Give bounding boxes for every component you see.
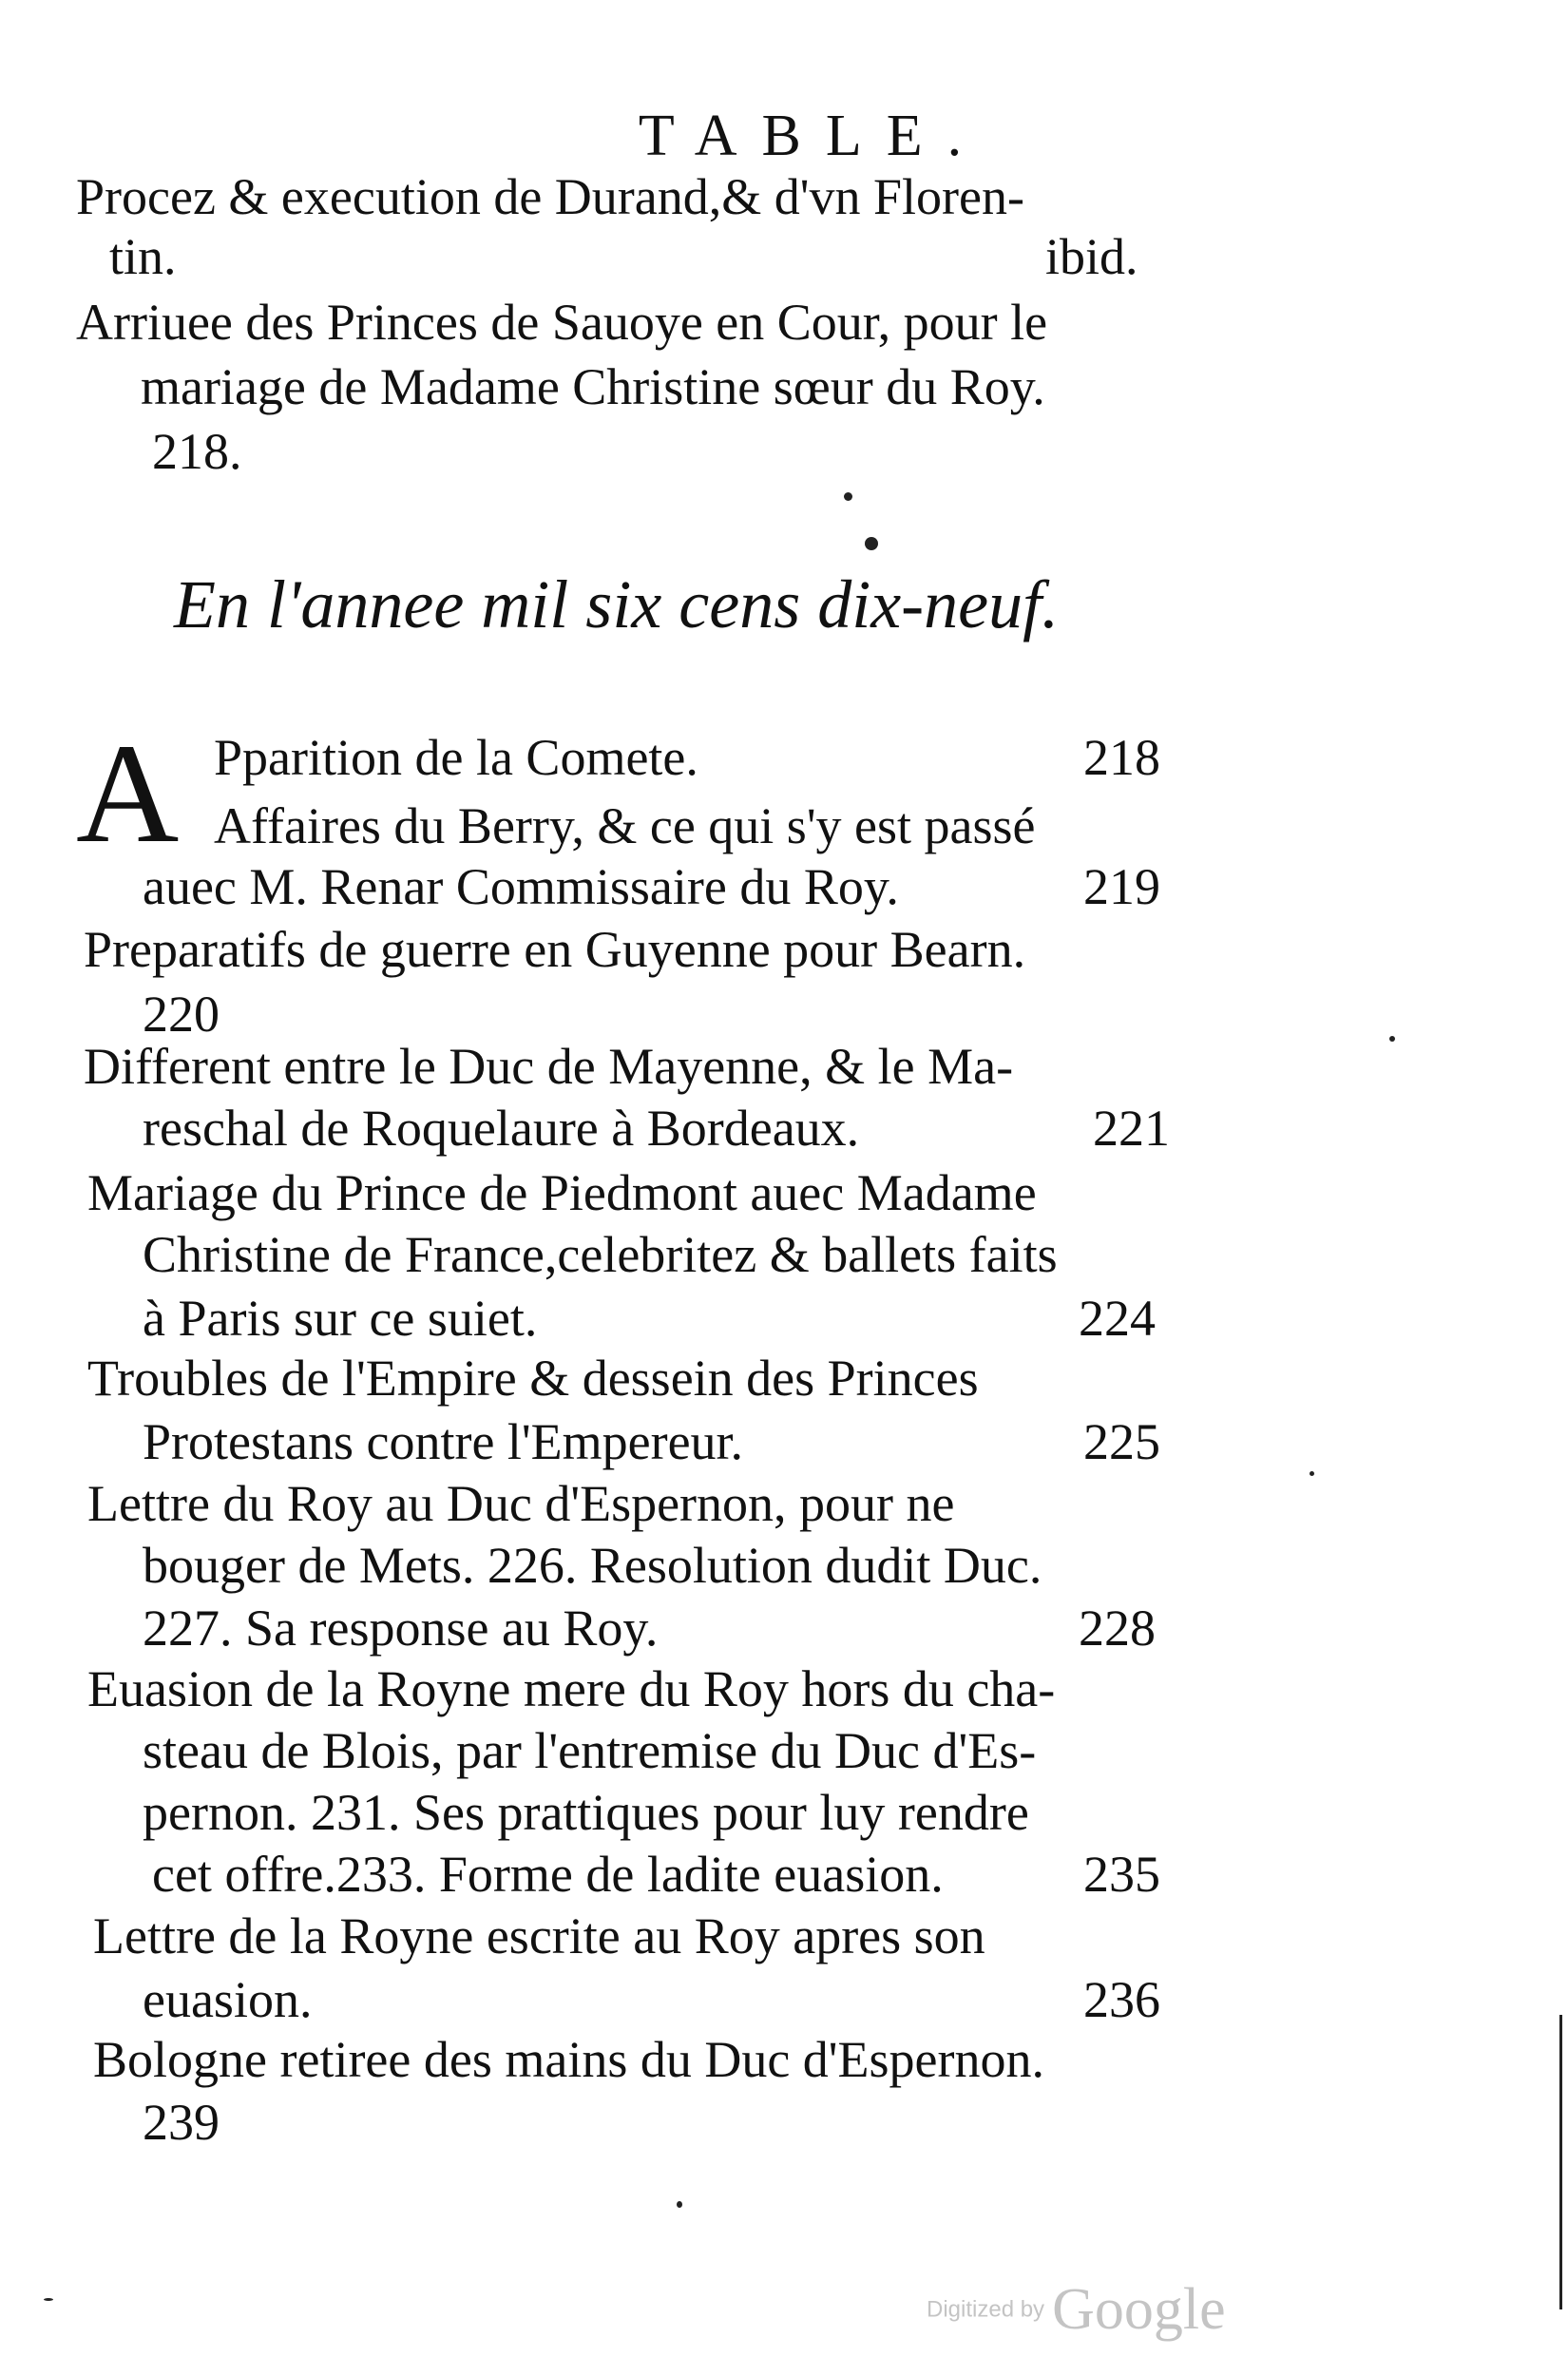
entry-line: bouger de Mets. 226. Resolution dudit Duc.	[143, 1537, 1042, 1594]
page-reference: 218	[1083, 729, 1160, 786]
watermark-prefix: Digitized by	[927, 2296, 1045, 2323]
entry-line: Troubles de l'Empire & dessein des Princes	[87, 1350, 979, 1407]
entry-line: Mariage du Prince de Piedmont auec Madame	[87, 1164, 1037, 1221]
ink-speck	[677, 2201, 682, 2208]
entry-line: Pparition de la Comete.	[214, 729, 698, 786]
entry-line: Preparatifs de guerre en Guyenne pour Bearn.	[84, 921, 1026, 978]
entry-line: 220	[143, 986, 220, 1043]
watermark-logo: Google	[1052, 2277, 1226, 2342]
entry-line: Euasion de la Royne mere du Roy hors du cha-	[87, 1660, 1056, 1717]
digitized-watermark	[927, 2276, 1226, 2344]
entry-line: steau de Blois, par l'entremise du Duc d'Es-	[143, 1722, 1037, 1779]
entry-line: 218.	[152, 423, 242, 480]
page-reference: 235	[1083, 1846, 1160, 1903]
page-reference: 219	[1083, 858, 1160, 915]
entry-line: Arriuee des Princes de Sauoye en Cour, pour le	[76, 294, 1048, 351]
ink-speck	[865, 537, 878, 550]
page-reference: 228	[1079, 1600, 1156, 1657]
entry-line: à Paris sur ce suiet.	[143, 1290, 538, 1347]
entry-line: cet offre.233. Forme de ladite euasion.	[152, 1846, 944, 1903]
entry-line: 239	[143, 2094, 220, 2151]
entry-line: Christine de France,celebritez & ballets faits	[143, 1226, 1058, 1283]
ink-speck	[44, 2298, 53, 2301]
entry-line: reschal de Roquelaure à Bordeaux.	[143, 1100, 860, 1157]
entry-line: Bologne retiree des mains du Duc d'Espernon.	[93, 2031, 1044, 2088]
entry-line: Affaires du Berry, & ce qui s'y est passé	[214, 797, 1036, 854]
page-reference: 225	[1083, 1413, 1160, 1470]
entry-line: euasion.	[143, 1971, 313, 2028]
page-header: TABLE.	[638, 104, 987, 168]
entry-line: 227. Sa response au Roy.	[143, 1600, 659, 1657]
ink-speck	[844, 492, 852, 501]
ink-speck	[1310, 1471, 1314, 1476]
entry-line: Lettre de la Royne escrite au Roy apres son	[93, 1907, 985, 1964]
entry-line: auec M. Renar Commissaire du Roy.	[143, 858, 899, 915]
entry-line: Procez & execution de Durand,& d'vn Floren-	[76, 168, 1024, 225]
section-title: En l'annee mil six cens dix-neuf.	[174, 566, 1060, 642]
scan-edge-line	[1559, 2015, 1562, 2309]
page-reference: ibid.	[1045, 228, 1138, 285]
entry-line: Different entre le Duc de Mayenne, & le Ma-	[84, 1038, 1014, 1095]
page-reference: 224	[1079, 1290, 1156, 1347]
entry-line: Protestans contre l'Empereur.	[143, 1413, 744, 1470]
ink-speck	[1389, 1036, 1395, 1042]
page-reference: 221	[1093, 1100, 1170, 1157]
entry-line: tin.	[109, 228, 177, 285]
drop-cap: A	[76, 715, 180, 872]
entry-line: pernon. 231. Ses prattiques pour luy rendre	[143, 1784, 1029, 1841]
entry-line: mariage de Madame Christine sœur du Roy.	[141, 358, 1045, 415]
page-reference: 236	[1083, 1971, 1160, 2028]
entry-line: Lettre du Roy au Duc d'Espernon, pour ne	[87, 1475, 955, 1532]
